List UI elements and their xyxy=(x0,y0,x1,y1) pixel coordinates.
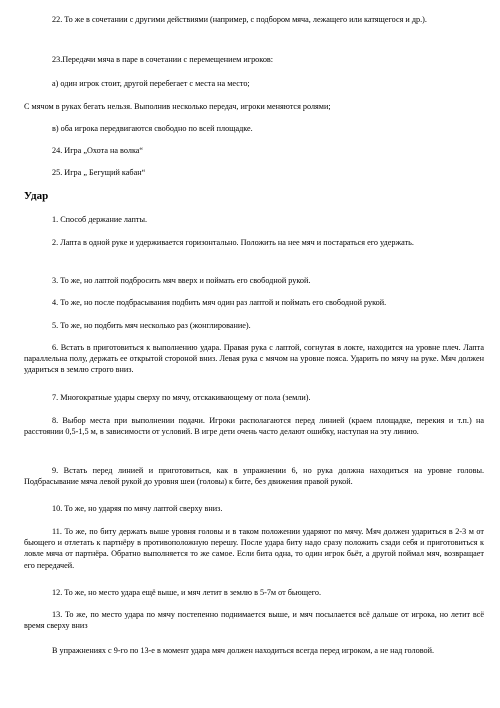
paragraph-23: 23.Передачи мяча в паре в сочетании с перемещением игроков: xyxy=(52,55,274,64)
paragraph-25: 25. Игра „ Бегущий кабан“ xyxy=(52,168,146,177)
item-7: 7. Многократные удары сверху по мячу, отскакивающему от пола (земли). xyxy=(52,393,311,402)
item-9: 9. Встать перед линией и приготовиться, как в упражнении 6, но рука должна находиться на уровне головы. Подбрасывание мяча левой рукой до уровня шеи (головы) к бите, без движения правой рукой. xyxy=(24,466,484,487)
paragraph-23a: а) один игрок стоит, другой перебегает с места на место; xyxy=(52,79,250,88)
paragraph-22: 22. То же в сочетании с другими действиями (например, с подбором мяча, лежащего или катящегося и др.). xyxy=(52,15,427,24)
item-12: 12. То же, но место удара ещё выше, и мяч летит в землю в 5-7м от бьющего. xyxy=(52,588,322,597)
paragraph-note: С мячом в руках бегать нельзя. Выполнив несколько передач, игроки меняются ролями; xyxy=(24,102,331,111)
item-8: 8. Выбор места при выполнении подачи. Игроки располагаются перед линией (краем площадке, перекия и т.п.) на расстоянии 0,5-1,5 м, в зависимости от условий. В игре дети очень часто делают ошибку, наступая на эту линию. xyxy=(24,416,484,437)
item-4: 4. То же, но после подбрасывания подбить мяч один раз лаптой и поймать его свободной рукой. xyxy=(52,298,387,307)
item-5: 5. То же, но подбить мяч несколько раз (жонглирование). xyxy=(52,321,251,330)
item-1: 1. Способ держание лапты. xyxy=(52,215,148,224)
item-6: 6. Встать в приготовиться к выполнению удара. Правая рука с лаптой, согнутая в локте, находится на уровне плеч. Лапта параллельна полу, держать ее открытой стороной вниз. Левая рука с мячом на уровне пояса. Ударить по мячу на руке. Мяч должен удариться в землю строго вниз. xyxy=(24,343,484,375)
item-13: 13. То же, по место удара по мячу постепенно поднимается выше, и мяч посылается всё дальше от игрока, но летит всё время сверху вниз xyxy=(24,610,484,631)
section-heading: Удар xyxy=(24,190,49,202)
item-note: В упражнениях с 9-го по 13-е в момент удара мяч должен находиться всегда перед игроком, а не над головой. xyxy=(52,646,435,655)
item-3: 3. То же, но лаптой подбросить мяч вверх и поймать его свободной рукой. xyxy=(52,276,311,285)
paragraph-23b: в) оба игрока передвигаются свободно по всей площадке. xyxy=(52,124,253,133)
item-10: 10. То же, но ударяя по мячу лаптой сверху вниз. xyxy=(52,504,223,513)
item-2: 2. Лапта в одной руке и удерживается горизонтально. Положить на нее мяч и постараться его удержать. xyxy=(52,238,414,247)
paragraph-24: 24. Игра „Охота на волка“ xyxy=(52,146,144,155)
item-11: 11. То же, по биту держать выше уровня головы и в таком положении ударяют по мячу. Мяч должен удариться в 2-3 м от бьющего и отлетать к партнёру в противоположную перешу. После удара биту надо сразу положить сзади себя и приготовиться к ловле мяча от партнёра. Обратно выполняется то же самое. Если бита одна, то один игрок бьёт, а другой поймал мяч, возвращает его передачей. xyxy=(24,527,484,570)
